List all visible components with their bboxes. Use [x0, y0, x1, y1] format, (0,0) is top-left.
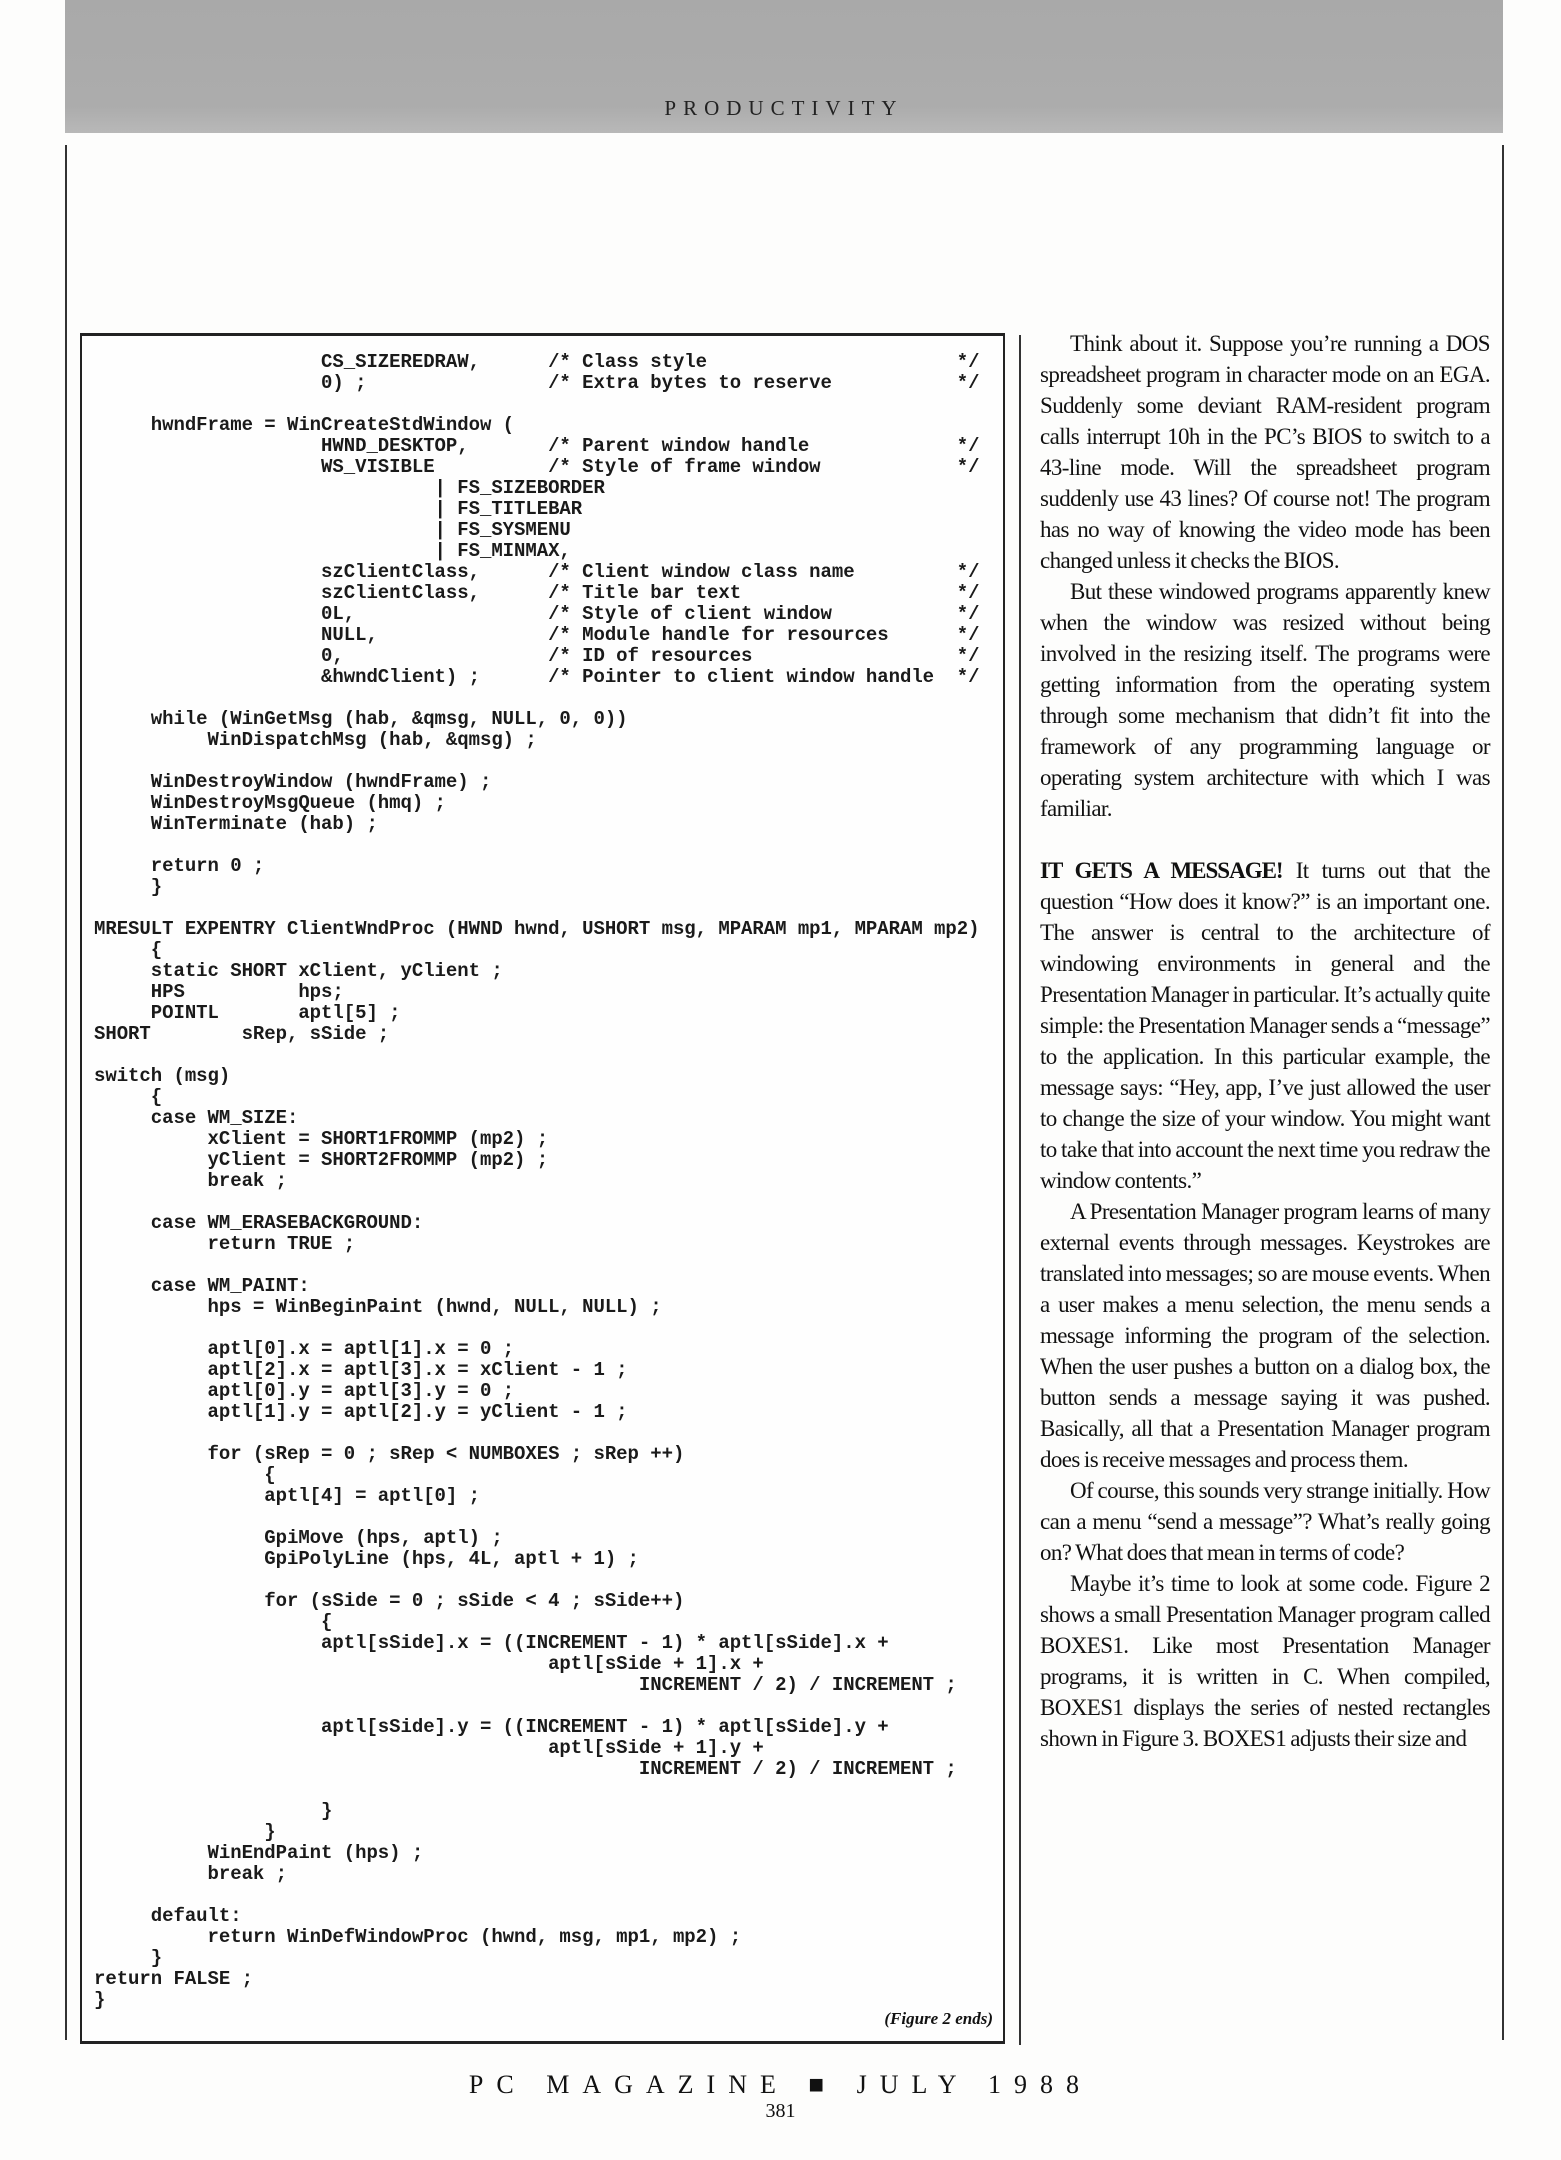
- code-line: case WM_ERASEBACKGROUND:: [94, 1212, 424, 1234]
- code-line: [94, 1423, 979, 1444]
- code-line: GpiMove (hps, aptl) ;: [94, 1527, 503, 1549]
- paragraph: Of course, this sounds very strange initially. How can a menu “send a message”? What’s really going on? What does that mean in terms of code?: [1040, 1478, 1490, 1565]
- left-page-rule: [65, 145, 67, 2040]
- code-line: {: [94, 939, 163, 961]
- code-line: return WinDefWindowProc (hwnd, msg, mp1, mp2) ;: [94, 1926, 742, 1948]
- code-line: [94, 1696, 979, 1717]
- magazine-footer: PC MAGAZINE ■ JULY 1988: [468, 2070, 1093, 2099]
- figure-ends-label: (Figure 2 ends): [884, 2009, 993, 2028]
- code-line: aptl[sSide + 1].x +: [94, 1653, 764, 1675]
- code-line: WinDestroyMsgQueue (hmq) ;: [94, 792, 446, 814]
- code-line: [94, 898, 979, 919]
- code-line: INCREMENT / 2) / INCREMENT ;: [94, 1674, 957, 1696]
- code-line: [94, 1780, 979, 1801]
- code-line: INCREMENT / 2) / INCREMENT ;: [94, 1758, 957, 1780]
- code-line: [94, 1885, 979, 1906]
- code-line: | FS_SIZEBORDER: [94, 477, 605, 499]
- code-line: break ;: [94, 1863, 287, 1885]
- code-line: aptl[0].y = aptl[3].y = 0 ;: [94, 1380, 515, 1402]
- code-line: GpiPolyLine (hps, 4L, aptl + 1) ;: [94, 1548, 639, 1570]
- code-line: 0L, /* Style of client window */: [94, 603, 980, 625]
- code-line: | FS_MINMAX,: [94, 540, 571, 562]
- code-line: break ;: [94, 1170, 287, 1192]
- code-line: aptl[sSide].x = ((INCREMENT - 1) * aptl[sSide].x +: [94, 1632, 889, 1654]
- code-line: aptl[4] = aptl[0] ;: [94, 1485, 480, 1507]
- code-line: {: [94, 1464, 276, 1486]
- code-line: [94, 394, 979, 415]
- paragraph: But these windowed programs apparently knew when the window was resized without being involved in the resizing itself. The programs were getting information from the operating system through some mechanism that didn’t fit into the framework of any programming language or operating system architecture with which I was familiar.: [1040, 579, 1490, 821]
- code-line: case WM_PAINT:: [94, 1275, 310, 1297]
- code-line: 0) ; /* Extra bytes to reserve */: [94, 372, 980, 394]
- code-line: SHORT sRep, sSide ;: [94, 1023, 390, 1045]
- code-line: static SHORT xClient, yClient ;: [94, 960, 503, 982]
- code-line: [94, 1507, 979, 1528]
- code-line: aptl[0].x = aptl[1].x = 0 ;: [94, 1338, 515, 1360]
- code-line: [94, 751, 979, 772]
- code-line: xClient = SHORT1FROMMP (mp2) ;: [94, 1128, 549, 1150]
- code-line: aptl[sSide].y = ((INCREMENT - 1) * aptl[sSide].y +: [94, 1716, 889, 1738]
- code-line: return 0 ;: [94, 855, 265, 877]
- code-line: WinEndPaint (hps) ;: [94, 1842, 424, 1864]
- code-line: [94, 1045, 979, 1066]
- code-line: CS_SIZEREDRAW, /* Class style */: [94, 351, 980, 373]
- code-line: default:: [94, 1905, 242, 1927]
- code-line: for (sSide = 0 ; sSide < 4 ; sSide++): [94, 1590, 685, 1612]
- code-line: &hwndClient) ; /* Pointer to client window handle */: [94, 666, 980, 688]
- section-heading: IT GETS A MESSAGE!: [1040, 858, 1283, 883]
- code-line: HWND_DESKTOP, /* Parent window handle */: [94, 435, 980, 457]
- code-line: case WM_SIZE:: [94, 1107, 299, 1129]
- paragraph: Maybe it’s time to look at some code. Figure 2 shows a small Presentation Manager program called BOXES1. Like most Presentation Manager programs, it is written in C. When compiled, BOXES1 displays the series of nested rectangles shown in Figure 3. BOXES1 adjusts their size and: [1040, 1571, 1490, 1751]
- code-line: WinDispatchMsg (hab, &qmsg) ;: [94, 729, 537, 751]
- article-column: [1040, 328, 1490, 1754]
- code-line: POINTL aptl[5] ;: [94, 1002, 401, 1024]
- code-line: for (sRep = 0 ; sRep < NUMBOXES ; sRep ++): [94, 1443, 685, 1465]
- code-line: [94, 688, 979, 709]
- code-line: hps = WinBeginPaint (hwnd, NULL, NULL) ;: [94, 1296, 662, 1318]
- code-line: HPS hps;: [94, 981, 344, 1003]
- right-page-rule: [1502, 145, 1504, 2040]
- code-line: }: [94, 876, 163, 898]
- code-line: WS_VISIBLE /* Style of frame window */: [94, 456, 980, 478]
- paragraph-text: It turns out that the question “How does it know?” is an important one. The answer is central to the architecture of windowing environments in general and the Presentation Manager in particular. It’s actually quite simple: the Presentation Manager sends a “message” to the application. In this particular example, the message says: “Hey, app, I’ve just allowed the user to change the size of your window. You might want to take that into account the next time you redraw the window contents.”: [1040, 858, 1490, 1193]
- code-line: MRESULT EXPENTRY ClientWndProc (HWND hwnd, USHORT msg, MPARAM mp1, MPARAM mp2): [94, 918, 980, 940]
- code-line: [94, 1192, 979, 1213]
- code-line: [94, 1318, 979, 1339]
- code-line: szClientClass, /* Title bar text */: [94, 582, 980, 604]
- paragraph: [1040, 855, 1490, 1196]
- code-line: NULL, /* Module handle for resources */: [94, 624, 980, 646]
- paragraph: A Presentation Manager program learns of many external events through messages. Keystrokes are translated into messages; so are mouse events. When a user makes a menu selection, the menu sends a message informing the program of the selection. When the user pushes a button on a dialog box, the button sends a message saying it was pushed. Basically, all that a Presentation Manager program does is receive messages and process them.: [1040, 1199, 1490, 1472]
- code-line: return FALSE ;: [94, 1968, 253, 1990]
- code-line: {: [94, 1611, 333, 1633]
- paragraph: Think about it. Suppose you’re running a DOS spreadsheet program in character mode on an EGA. Suddenly some deviant RAM-resident program calls interrupt 10h in the PC’s BIOS to switch to a 43-line mode. Will the spreadsheet program suddenly use 43 lines? Of course not! The program has no way of knowing the video mode has been changed unless it checks the BIOS.: [1040, 331, 1490, 573]
- code-line: WinDestroyWindow (hwndFrame) ;: [94, 771, 492, 793]
- section-title: PRODUCTIVITY: [664, 96, 904, 120]
- code-line: 0, /* ID of resources */: [94, 645, 980, 667]
- code-line: while (WinGetMsg (hab, &qmsg, NULL, 0, 0)): [94, 708, 628, 730]
- code-line: szClientClass, /* Client window class name */: [94, 561, 980, 583]
- code-line: }: [94, 1821, 276, 1843]
- code-line: [94, 835, 979, 856]
- code-line: }: [94, 1989, 106, 2011]
- code-line: }: [94, 1800, 333, 1822]
- code-block: [94, 352, 979, 2011]
- code-line: aptl[1].y = aptl[2].y = yClient - 1 ;: [94, 1401, 628, 1423]
- code-line: aptl[2].x = aptl[3].x = xClient - 1 ;: [94, 1359, 628, 1381]
- code-line: WinTerminate (hab) ;: [94, 813, 378, 835]
- code-line: | FS_TITLEBAR: [94, 498, 583, 520]
- code-line: hwndFrame = WinCreateStdWindow (: [94, 414, 515, 436]
- code-line: | FS_SYSMENU: [94, 519, 571, 541]
- page-number: 381: [765, 2100, 796, 2122]
- code-line: switch (msg): [94, 1065, 231, 1087]
- code-line: return TRUE ;: [94, 1233, 356, 1255]
- figure-2-code-listing: [80, 333, 1005, 2044]
- code-line: aptl[sSide + 1].y +: [94, 1737, 764, 1759]
- code-line: }: [94, 1947, 163, 1969]
- code-line: [94, 1255, 979, 1276]
- code-line: [94, 1570, 979, 1591]
- code-line: yClient = SHORT2FROMMP (mp2) ;: [94, 1149, 549, 1171]
- column-divider: [1019, 335, 1021, 2045]
- code-line: {: [94, 1086, 163, 1108]
